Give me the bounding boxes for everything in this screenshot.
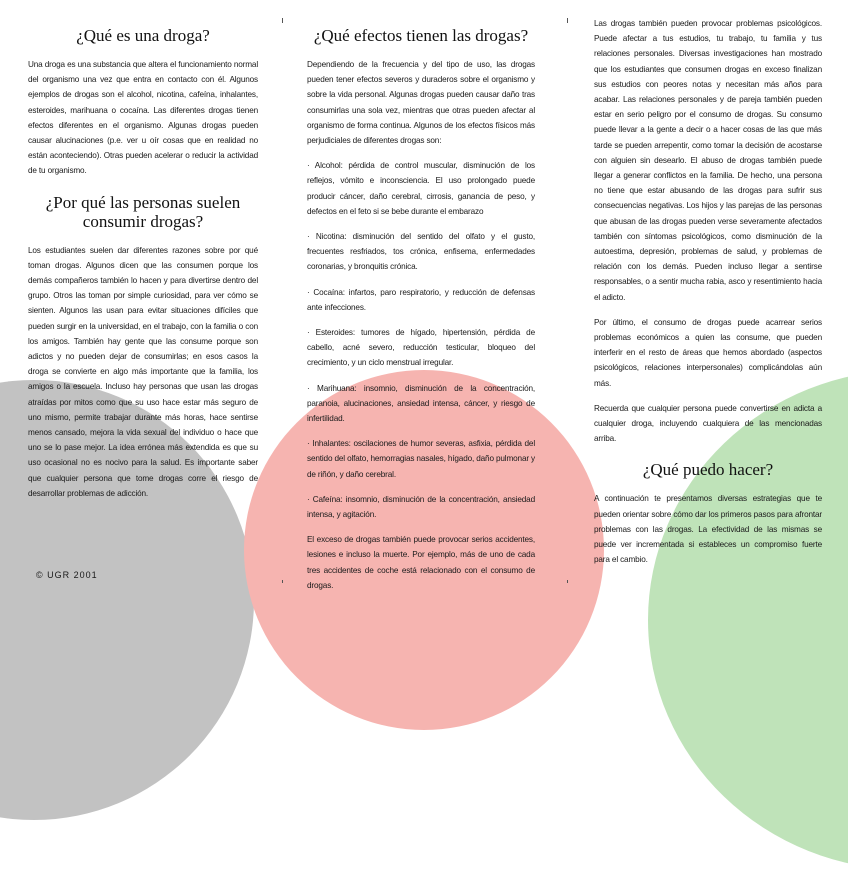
effect-item-steroids: · Esteroides: tumores de hígado, hipertensión, pérdida de cabello, acné severo, reducción testicular, bloqueo del crecimiento, y un ciclo menstrual irregular. [307,328,535,368]
effect-item-nicotine: · Nicotina: disminución del sentido del olfato y el gusto, frecuentes resfriados, tos crónica, enfisema, enfermedades coronarias, y bronquitis crónica. [307,232,535,272]
heading-what-is-a-drug: ¿Qué es una droga? [76,26,210,45]
effect-item-inhalants: · Inhalantes: oscilaciones de humor severas, asfixia, pérdida del sentido del olfato, hemorragias nasales, hígado, daño pulmonar y de riñón, y daño cerebral. [307,439,535,479]
fold-mark [567,580,568,583]
copyright-footer: © UGR 2001 [36,570,98,580]
column-left [28,16,258,511]
paragraph-effects-intro: Dependiendo de la frecuencia y del tipo de uso, las drogas pueden tener efectos severos y duraderos sobre el organismo y sobre la vida personal. Algunas drogas pueden causar daño tras consumirlas una sola vez, mientras que otras pueden afectar al organismo de forma continua. Algunos de los efectos físicos más perjudiciales de diferentes drogas son: [307,60,535,146]
column-middle [307,16,535,603]
column-right [594,16,822,578]
effect-item-alcohol: · Alcohol: pérdida de control muscular, disminución de los reflejos, vómito e inconsciencia. El uso prolongado puede producir cáncer, daño cerebral, cirrosis, ganancia de peso, y defectos en el feto si se bebe durante el embarazo [307,161,535,216]
paragraph-economic: Por último, el consumo de drogas puede acarrear serios problemas económicos a quien las consume, que pueden interferir en el resto de áreas que hemos abordado (aspectos psicológicos, relaciones interpersonales) complicándolas aún más. [594,317,822,388]
fold-mark [567,18,568,23]
heading-effects: ¿Qué efectos tienen las drogas? [313,26,529,45]
fold-mark [282,580,283,583]
heading-why-consume: ¿Por qué las personas suelen consumir drogas? [45,192,241,231]
effect-item-cocaine: · Cocaína: infartos, paro respiratorio, y reducción de defensas ante infecciones. [307,287,535,312]
effect-item-caffeine: · Cafeína: insomnio, disminución de la concentración, ansiedad intensa, y agitación. [307,494,535,520]
effect-item-marijuana: · Marihuana: insomnio, disminución de la concentración, paranoia, alucinaciones, ansiedad intensa, cáncer, y riesgo de infertilidad. [307,383,535,424]
paragraph-reminder: Recuerda que cualquier persona puede convertirse en adicta a cualquier droga, incluyendo cualquiera de las mencionadas arriba. [594,403,822,444]
paragraph-effects-outro: El exceso de drogas también puede provocar serios accidentes, lesiones e incluso la muerte. Por ejemplo, más de uno de cada tres accidentes de coche está relacionado con el consumo de drogas. [307,535,535,590]
paragraph-strategies: A continuación te presentamos diversas estrategias que te pueden orientar sobre cómo dar los primeros pasos para afrontar problemas con las drogas. La efectividad de las mismas se puede ver incrementada si estableces un compromiso fuerte para el cambio. [594,494,822,565]
paragraph-definition: Una droga es una substancia que altera el funcionamiento normal del organismo una vez que entra en contacto con él. Algunos ejemplos de drogas son el alcohol, nicotina, cafeína, inhalantes, esteroides, marihuana o cocaína. Las diferentes drogas tienen efectos diferentes en el organismo. Algunas drogas pueden causar alucinaciones (p.e. ver u oír cosas que en realidad no están aconteciendo). Otras pueden acelerar o reducir la actividad de tu organismo. [28,60,258,176]
heading-what-can-i-do: ¿Qué puedo hacer? [642,460,774,480]
paragraph-psychological: Las drogas también pueden provocar problemas psicológicos. Puede afectar a tus estudios, tu trabajo, tu familia y tus relaciones personales. Diversas investigaciones han mostrado que los estudiantes que consumen drogas en exceso finalizan sus estudios con peores notas y necesitan más años para acabar. Las relaciones personales y de pareja también pueden estar en serio peligro por el consumo de drogas. Su consumo puede llevar a la gente a decir o a hacer cosas de las que más tarde se pueden arrepentir, como tomar la decisión de acostarse con alguien sin desearlo. El abuso de drogas también puede llegar a generar conflictos en la familia. De hecho, una persona no tiene que estar abusando de las drogas para sufrir sus consecuencias negativas. Los hijos y las parejas de las personas que abusan de las drogas pueden verse severamente afectados también con síntomas psicológicos, como disminución de la autoestima, depresión, problemas de salud, y problemas de relación con los demás. Pueden incluso llegar a sentirse responsables, o a sentir mucha rabia, asco y resentimiento hacia el adicto. [594,19,822,302]
paragraph-reasons: Los estudiantes suelen dar diferentes razones sobre por qué toman drogas. Algunos dicen que las consumen porque los demás compañeros también lo hacen y para divertirse dentro del grupo. Otros las toman por simple curiosidad, para ver cómo se sienten. Algunos las usan para evitar situaciones difíciles que pueden surgir en la universidad, en el trabajo, con la familia o con los amigos. También hay gente que las consume porque son adictos y no pueden dejar de consumirlas; en esos casos la droga se convierte en algo más importante que la familia, los amigos o la escuela. Incluso hay personas que usan las drogas atraídas por mitos como que su uso hace estar más seguro de uno mismo, permite trabajar durante más horas, hace sentirse menos cansado, mejora la vida sexual del individuo o hace que uno se lo pase mejor. La idea errónea más extendida es que su uso ocasional no es nocivo para la salud. Es importante saber que cualquier persona que tome drogas corre el riesgo de desarrollar problemas de adicción. [28,245,258,498]
fold-mark [282,18,283,23]
